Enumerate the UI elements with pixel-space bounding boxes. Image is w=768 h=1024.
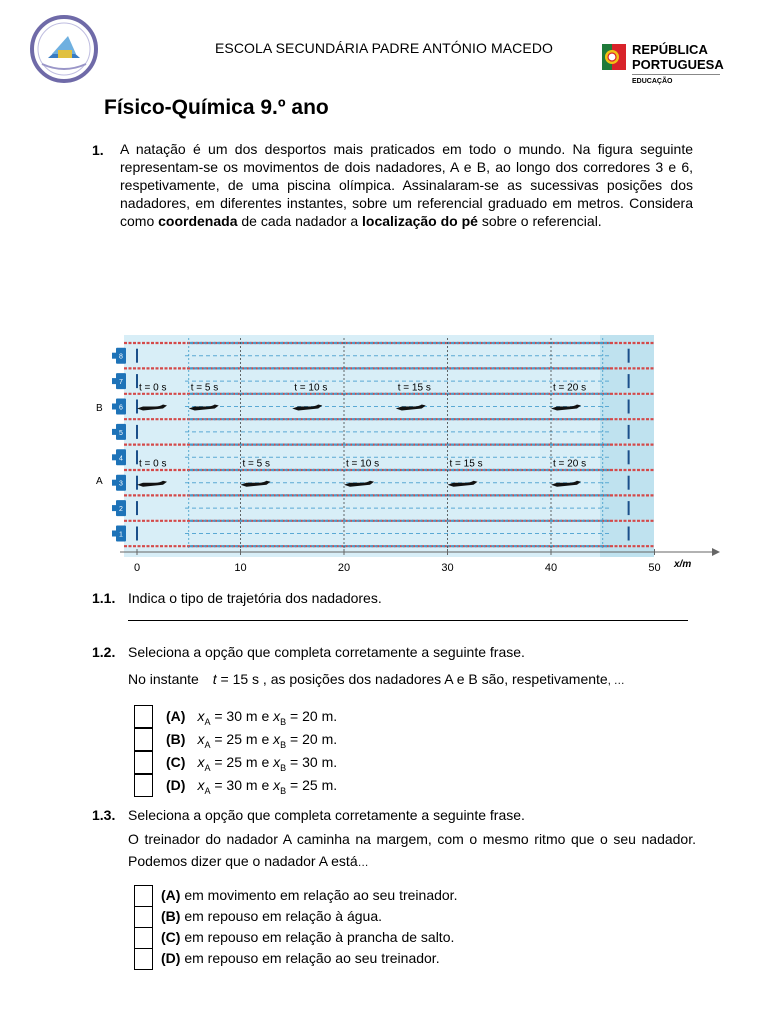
q1-text <box>120 140 693 230</box>
q12-option-checkbox[interactable] <box>134 774 153 797</box>
time-label: t = 10 s <box>346 458 380 470</box>
wall-marker-start <box>136 349 138 363</box>
q12-sentence-pre: No instante <box>128 671 203 687</box>
q13-option-checkbox[interactable] <box>134 927 153 949</box>
eq: = <box>286 708 303 724</box>
wall-marker-end <box>628 527 630 541</box>
xb-value: 20 <box>302 708 318 724</box>
lane-number: 6 <box>119 404 123 412</box>
var-x: x <box>273 731 281 747</box>
option-label: (D) <box>166 777 186 793</box>
tick-label: 10 <box>234 562 247 574</box>
page-title: Físico-Química 9.º ano <box>104 96 329 119</box>
lane-number: 1 <box>119 531 123 539</box>
unit: m <box>317 754 334 770</box>
q12-option <box>166 754 337 773</box>
q12-sentence-end: , … <box>607 675 625 687</box>
q13-body-end: … <box>357 857 369 869</box>
q12-sentence <box>128 670 625 690</box>
wall-marker-end <box>628 450 630 464</box>
eq: = <box>286 754 303 770</box>
starting-block-step <box>112 454 117 460</box>
wall-marker-start <box>136 501 138 515</box>
wall-marker-start <box>136 400 138 414</box>
time-label: t = 20 s <box>553 382 587 394</box>
var-x: x <box>197 754 205 770</box>
q13-option <box>161 887 457 903</box>
end: . <box>333 777 338 793</box>
end: . <box>333 731 338 747</box>
wall-marker-start <box>136 476 138 490</box>
tick-label: 50 <box>648 562 661 574</box>
option-label: (C) <box>161 929 181 945</box>
unit: m <box>317 731 334 747</box>
lane-number: 2 <box>119 506 123 514</box>
time-label: t = 15 s <box>449 458 483 470</box>
unit: m <box>317 708 334 724</box>
q1-bold-coordenada: coordenada <box>158 213 238 229</box>
xb-value: 20 <box>302 731 318 747</box>
lane-number: 7 <box>119 379 123 387</box>
republic-ministry: EDUCAÇÃO <box>632 78 673 85</box>
lane-number: 4 <box>119 455 123 463</box>
eq: = <box>210 777 227 793</box>
q13-body <box>128 828 696 874</box>
q12-text: Seleciona a opção que completa corretamente a seguinte frase. <box>128 644 525 660</box>
option-text: em movimento em relação ao seu treinador. <box>180 887 458 903</box>
unit: m <box>317 777 334 793</box>
republic-line-2: PORTUGUESA <box>632 57 724 72</box>
lane-number: 5 <box>119 429 123 437</box>
time-label: t = 0 s <box>139 458 167 470</box>
wall-marker-end <box>628 425 630 439</box>
republic-line-1: REPÚBLICA <box>632 42 708 57</box>
wall-marker-start <box>136 374 138 388</box>
var-x: x <box>273 754 281 770</box>
eq: = <box>210 731 227 747</box>
q1-text-part1: A natação é um dos desportos mais praticados em todo o mundo. Na figura seguinte representam-se os movimentos de dois nadadores, A e B, ao longo dos corredores 3 e 6, respetivamente, de uma piscina olímpica. Assinalaram-se as sucessivas posições dos nadadores, em diferentes instantes, sobre um referencial graduado em metros. Considera como <box>120 141 693 229</box>
lane-number: 3 <box>119 480 123 488</box>
sub-a: A <box>204 716 211 727</box>
starting-block-step <box>112 353 117 359</box>
q12-option <box>166 708 337 727</box>
wall-marker-end <box>628 476 630 490</box>
lane-number: 8 <box>119 353 123 361</box>
swimmer-b-label: B <box>96 403 103 414</box>
republic-logo <box>602 42 724 85</box>
q13-option <box>161 950 440 966</box>
starting-block-step <box>112 378 117 384</box>
option-label: (D) <box>161 950 181 966</box>
republic-emblem-icon <box>602 42 628 72</box>
eq: = <box>286 777 303 793</box>
var-x: x <box>273 708 281 724</box>
starting-block-step <box>112 531 117 537</box>
option-label: (A) <box>166 708 186 724</box>
wall-marker-end <box>628 349 630 363</box>
xb-value: 30 <box>302 754 318 770</box>
q1-bold-localizacao: localização do pé <box>362 213 478 229</box>
starting-block-step <box>112 505 117 511</box>
q13-text: Seleciona a opção que completa corretamente a seguinte frase. <box>128 807 525 823</box>
republic-divider <box>632 74 720 75</box>
q11-text: Indica o tipo de trajetória dos nadadores. <box>128 590 382 606</box>
sub-b: B <box>280 762 287 773</box>
q12-sentence-mid: = 15 s , as posições dos nadadores A e B são, respetivamente <box>216 671 608 687</box>
wall-marker-end <box>628 501 630 515</box>
option-label: (C) <box>166 754 186 770</box>
time-label: t = 10 s <box>294 382 328 394</box>
var-x: x <box>197 777 205 793</box>
q13-option-checkbox[interactable] <box>134 948 153 970</box>
var-x: x <box>197 708 205 724</box>
option-text: em repouso em relação à prancha de salto. <box>180 929 455 945</box>
q11-number: 1.1. <box>92 590 116 606</box>
pool-diagram <box>90 330 730 580</box>
q12-option <box>166 731 337 750</box>
wall-marker-start <box>136 450 138 464</box>
q11-answer-line[interactable] <box>128 620 688 621</box>
eq: = <box>210 754 227 770</box>
sub-b: B <box>280 739 287 750</box>
q12-option-checkbox[interactable] <box>134 705 153 728</box>
q12-number: 1.2. <box>92 644 116 660</box>
wall-marker-start <box>136 527 138 541</box>
wall-marker-end <box>628 374 630 388</box>
time-label: t = 20 s <box>553 458 587 470</box>
unit-and: m e <box>242 777 274 793</box>
q13-body-text: O treinador do nadador A caminha na margem, com o mesmo ritmo que o seu nadador. Podemos dizer que o nadador A está <box>128 831 696 869</box>
eq: = <box>286 731 303 747</box>
q12-option-checkbox[interactable] <box>134 728 153 751</box>
option-label: (B) <box>161 908 181 924</box>
q12-sentence-t: t <box>212 671 217 687</box>
xa-value: 30 <box>226 777 242 793</box>
option-text: em repouso em relação ao seu treinador. <box>180 950 440 966</box>
starting-block-step <box>112 429 117 435</box>
option-label: (A) <box>161 887 181 903</box>
sub-a: A <box>204 762 211 773</box>
xa-value: 30 <box>226 708 242 724</box>
option-text: em repouso em relação à água. <box>180 908 383 924</box>
xb-value: 25 <box>302 777 318 793</box>
wall-marker-start <box>136 425 138 439</box>
sub-b: B <box>280 716 287 727</box>
end: . <box>333 754 338 770</box>
x-axis-arrow <box>712 548 720 556</box>
pool-figure <box>90 330 730 585</box>
time-label: t = 0 s <box>139 382 167 394</box>
tick-label: 20 <box>337 562 351 574</box>
wall-marker-end <box>628 400 630 414</box>
swimmer-a-label: A <box>96 476 103 487</box>
tick-label: 0 <box>133 562 141 574</box>
eq: = <box>210 708 227 724</box>
q12-option <box>166 777 337 796</box>
q13-option <box>161 908 382 924</box>
time-label: t = 5 s <box>190 382 219 394</box>
school-name: ESCOLA SECUNDÁRIA PADRE ANTÓNIO MACEDO <box>214 40 554 56</box>
tick-label: 40 <box>544 562 558 574</box>
option-label: (B) <box>166 731 186 747</box>
xa-value: 25 <box>226 754 242 770</box>
q13-option-checkbox[interactable] <box>134 885 153 907</box>
time-label: t = 15 s <box>397 382 431 394</box>
var-x: x <box>273 777 281 793</box>
q12-option-checkbox[interactable] <box>134 751 153 774</box>
axis-label: x/m <box>674 559 692 570</box>
unit-and: m e <box>242 754 274 770</box>
sub-b: B <box>280 785 287 796</box>
unit-and: m e <box>242 708 274 724</box>
q13-number: 1.3. <box>92 807 116 823</box>
var-x: x <box>197 731 205 747</box>
end: . <box>333 708 338 724</box>
q13-option <box>161 929 454 945</box>
tick-label: 30 <box>441 562 454 574</box>
sub-a: A <box>204 785 211 796</box>
starting-block-step <box>112 404 117 410</box>
sub-a: A <box>204 739 211 750</box>
starting-block-step <box>112 480 117 486</box>
q1-text-part3: sobre o referencial. <box>477 213 602 229</box>
q1-number: 1. <box>92 142 104 158</box>
xa-value: 25 <box>226 731 242 747</box>
unit-and: m e <box>242 731 274 747</box>
q13-option-checkbox[interactable] <box>134 906 153 928</box>
q1-text-part2: de cada nadador a <box>237 213 363 229</box>
time-label: t = 5 s <box>242 458 271 470</box>
